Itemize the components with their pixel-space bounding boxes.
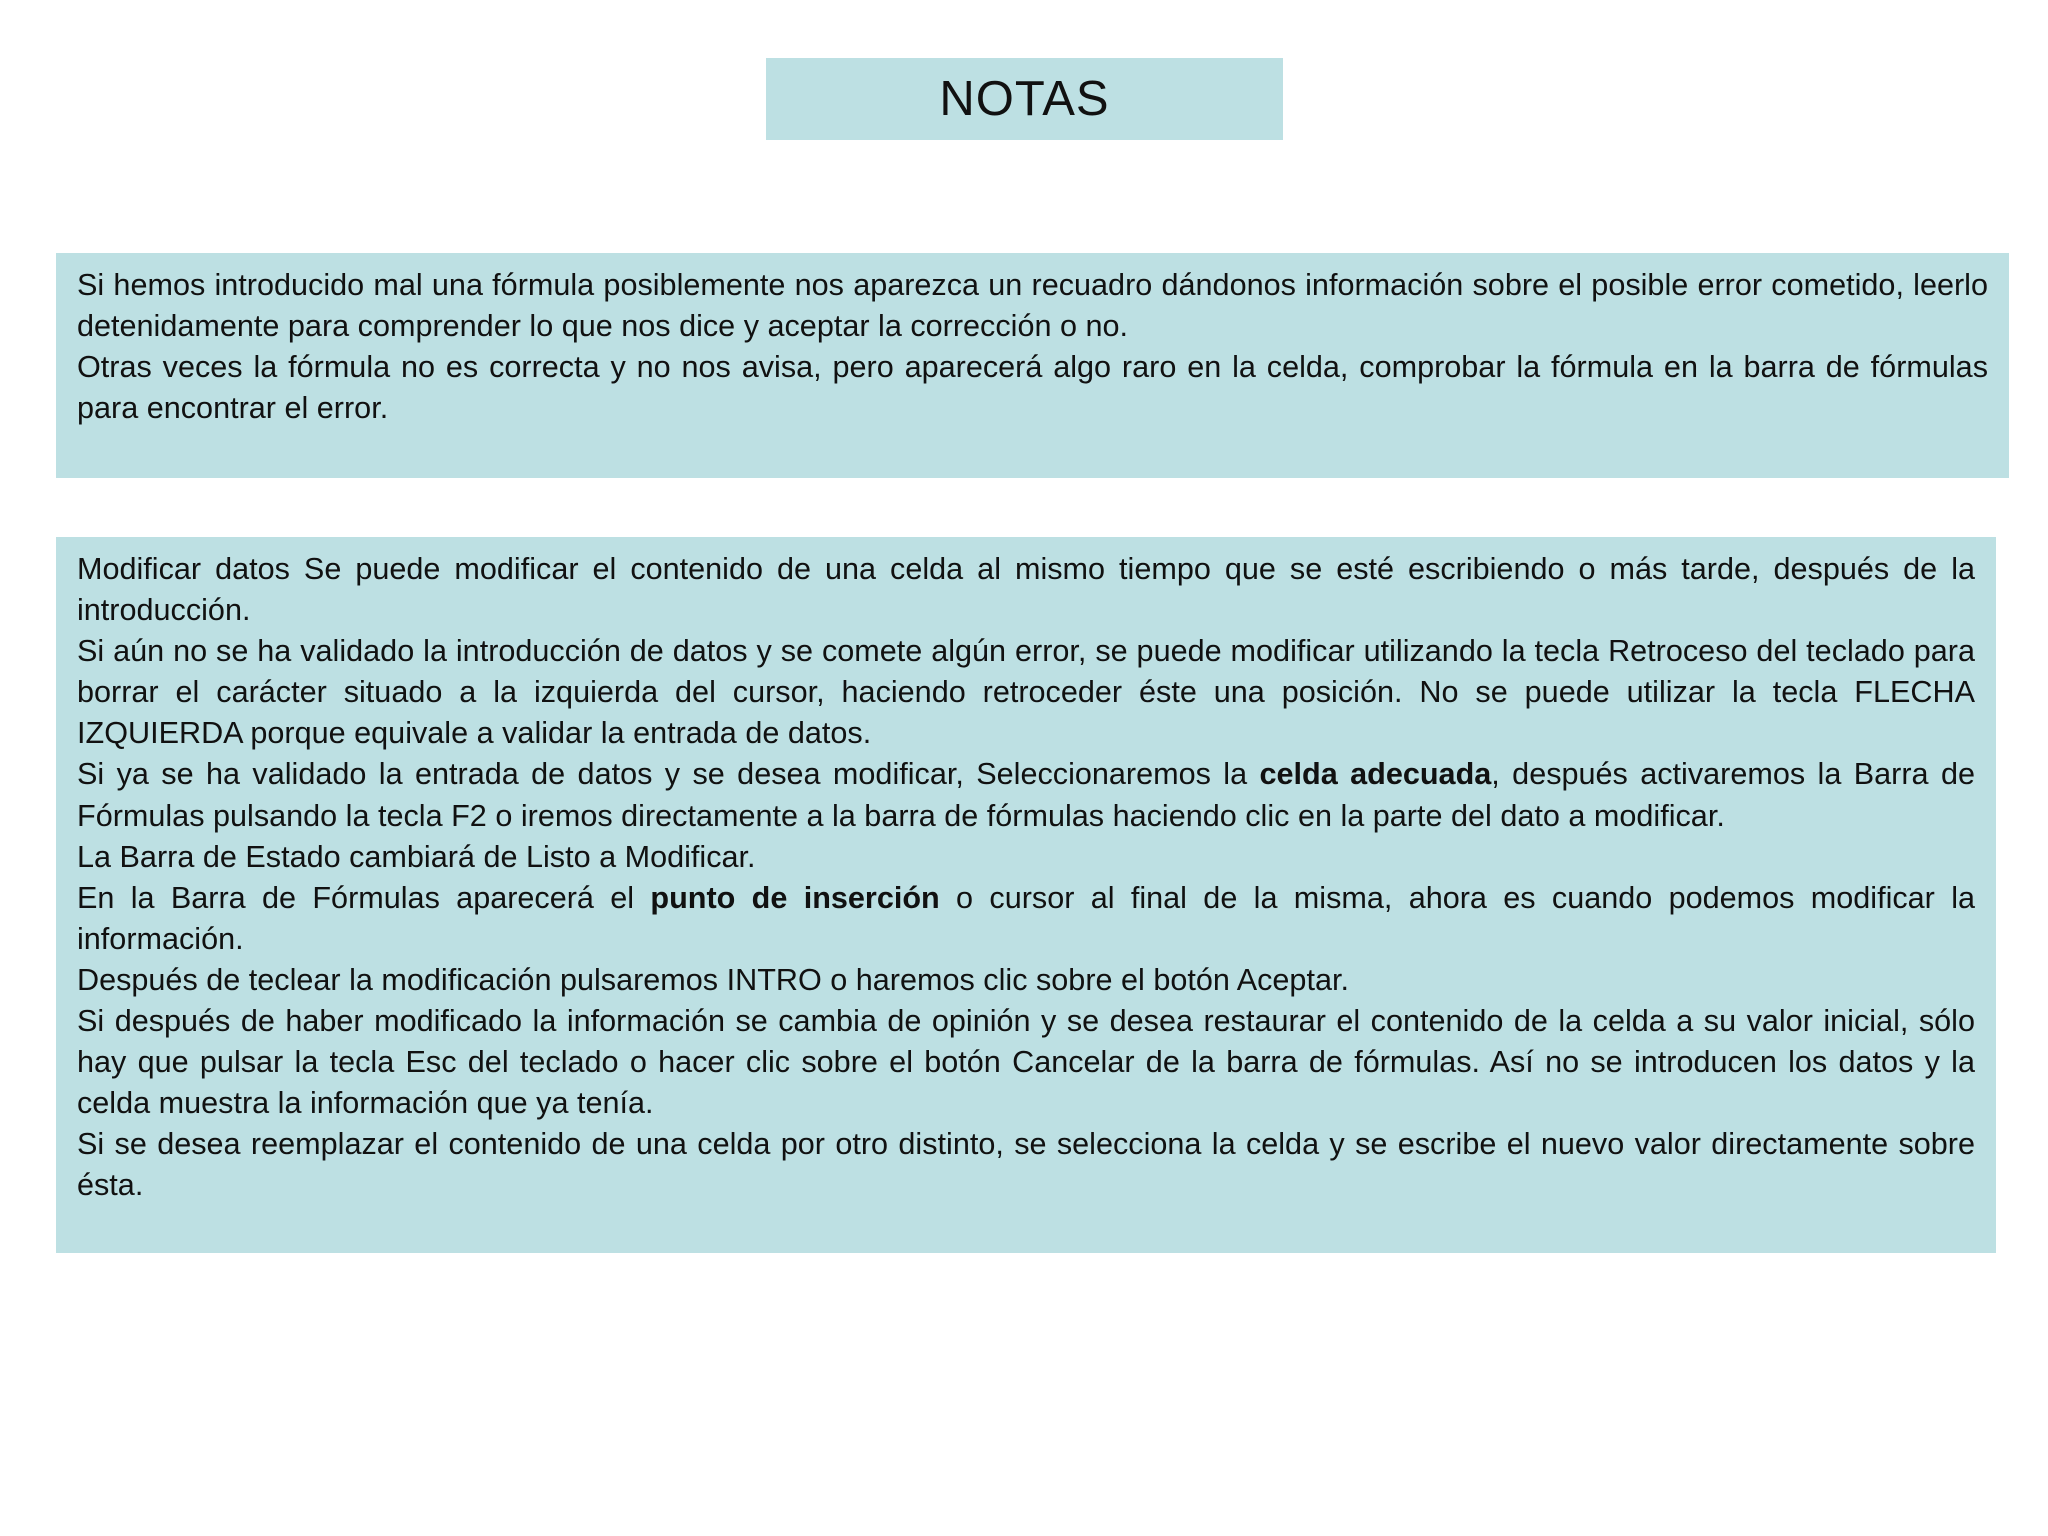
note-paragraph: Después de teclear la modificación pulsaremos INTRO o haremos clic sobre el botón Aceptar.	[77, 962, 1349, 997]
note-box-formula-errors	[56, 253, 2009, 478]
page-title: NOTAS	[939, 72, 1110, 126]
note-paragraph: Si aún no se ha validado la introducción de datos y se comete algún error, se puede modificar utilizando la tecla Retroceso del teclado para borrar el carácter situado a la izquierda del cursor, haciendo retroceder éste una posición. No se puede utilizar la tecla FLECHA IZQUIERDA porque equivale a validar la entrada de datos.	[77, 634, 1975, 751]
text-run: , después activaremos la Barra de Fórmulas pulsando la tecla F2 o iremos directamente a la barra de fórmulas haciendo clic en la parte del dato a modificar.	[77, 757, 1975, 833]
bold-term: punto de inserción	[650, 880, 940, 915]
text-run: En la Barra de Fórmulas aparecerá el	[77, 880, 651, 915]
text-run: Si ya se ha validado la entrada de datos y se desea modificar, Seleccionaremos la	[77, 757, 1260, 792]
note-paragraph	[77, 754, 1975, 836]
note-paragraph: Si se desea reemplazar el contenido de una celda por otro distinto, se selecciona la celda y se escribe el nuevo valor directamente sobre ésta.	[77, 1127, 1975, 1203]
note-paragraph: Modificar datos Se puede modificar el contenido de una celda al mismo tiempo que se esté escribiendo o más tarde, después de la introducción.	[77, 552, 1975, 628]
note-paragraph: Si después de haber modificado la información se cambia de opinión y se desea restaurar el contenido de la celda a su valor inicial, sólo hay que pulsar la tecla Esc del teclado o hacer clic sobre el botón Cancelar de la barra de fórmulas. Así no se introducen los datos y la celda muestra la información que ya tenía.	[77, 1004, 1975, 1121]
note-paragraph	[77, 878, 1975, 960]
note-box-modify-data	[56, 537, 1996, 1253]
text-run: o cursor al final de la misma, ahora es cuando podemos modificar la información.	[77, 880, 1976, 956]
note-paragraph: Si hemos introducido mal una fórmula posiblemente nos aparezca un recuadro dándonos información sobre el posible error cometido, leerlo detenidamente para comprender lo que nos dice y aceptar la corrección o no.	[77, 268, 1988, 344]
note-paragraph: Otras veces la fórmula no es correcta y no nos avisa, pero aparecerá algo raro en la celda, comprobar la fórmula en la barra de fórmulas para encontrar el error.	[77, 350, 1988, 426]
title-box	[766, 58, 1283, 140]
bold-term: celda adecuada	[1259, 757, 1492, 792]
note-paragraph: La Barra de Estado cambiará de Listo a Modificar.	[77, 839, 756, 874]
